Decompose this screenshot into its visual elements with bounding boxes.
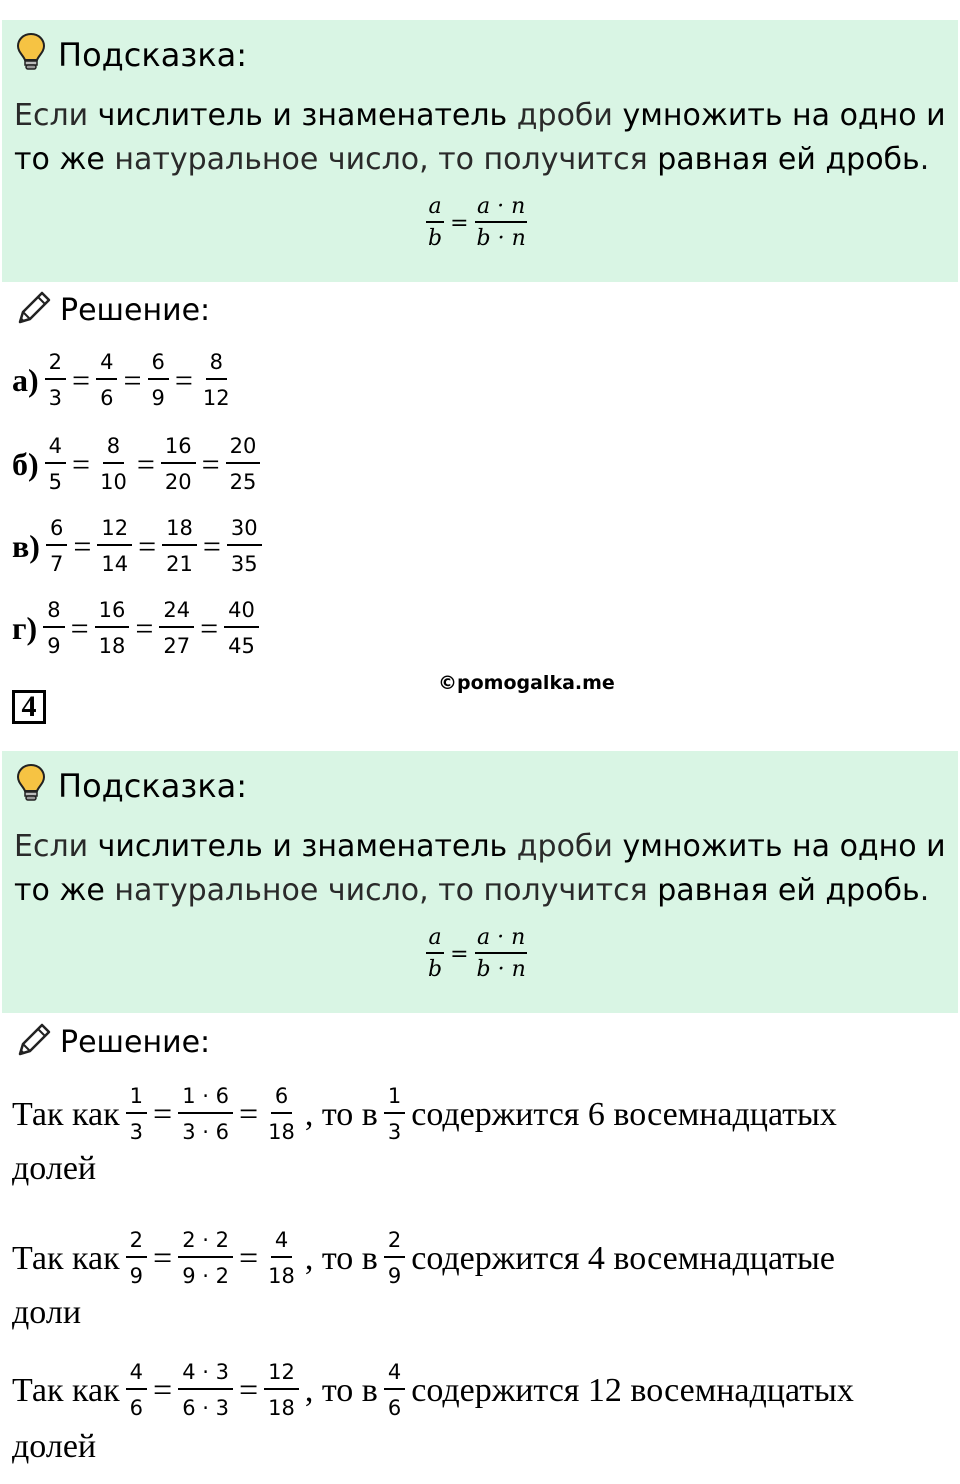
hint-formula: $\frac{a}{b}$ = $\frac{a \cdot n}{b \cdot n}$	[428, 194, 526, 251]
solution-line-continuation: долей	[12, 1150, 97, 1187]
task-number: 4	[12, 690, 46, 724]
solution-line	[12, 1086, 843, 1143]
fraction: $\frac{6}{9}$	[148, 352, 169, 409]
solution-text: Так как	[12, 1095, 120, 1133]
solution-line-continuation: доли	[12, 1294, 82, 1331]
equals-sign: =	[72, 362, 91, 398]
hint-title: Подсказка:	[58, 35, 248, 74]
fraction: $\frac{6}{7}$	[46, 518, 67, 575]
fraction: $\frac{4}{6}$	[126, 1362, 147, 1419]
fraction: $\frac{20}{25}$	[226, 436, 261, 493]
answer-row	[12, 600, 259, 657]
fraction: $\frac{8}{12}$	[202, 350, 230, 410]
fraction: $\frac{2}{3}$	[45, 352, 66, 409]
equals-sign: =	[72, 446, 91, 482]
fraction: $\frac{12}{18}$	[264, 1362, 299, 1419]
solution-line	[12, 1362, 860, 1419]
fraction: $\frac{4 \cdot 3}{6 \cdot 3}$	[178, 1362, 233, 1419]
hint-formula: $\frac{a}{b}$ = $\frac{a \cdot n}{b \cdot n}$	[428, 925, 526, 982]
equals-sign: =	[123, 362, 142, 398]
solution-title: Решение:	[60, 293, 211, 328]
answer-row	[12, 518, 262, 575]
solution-line	[12, 1230, 841, 1287]
equals-sign: =	[73, 528, 92, 564]
hint-header	[16, 763, 247, 808]
pencil-icon	[14, 1020, 54, 1065]
answer-row	[12, 352, 234, 409]
fraction: $\frac{2 \cdot 2}{9 \cdot 2}$	[178, 1230, 233, 1287]
solution-text: Так как	[12, 1371, 120, 1409]
hint-title: Подсказка:	[58, 766, 248, 805]
solution-text: , то в	[304, 1371, 378, 1409]
lightbulb-icon	[16, 763, 46, 808]
fraction: $\frac{30}{35}$	[227, 518, 262, 575]
equals-sign: =	[238, 1239, 259, 1277]
fraction: $\frac{1}{3}$	[126, 1086, 147, 1143]
fraction: $\frac{16}{20}$	[161, 436, 196, 493]
watermark: ©pomogalka.me	[438, 672, 615, 694]
solution-text: содержится 4 восемнадцатые	[411, 1239, 835, 1277]
solution-text: содержится 12 восемнадцатых	[411, 1371, 854, 1409]
hint-text: Если числитель и знаменатель дроби умножить на одно и то же натуральное число, то получится равная ей дробь.	[14, 829, 946, 908]
fraction: $\frac{4}{6}$	[384, 1362, 405, 1419]
solution-line-continuation: долей	[12, 1428, 97, 1465]
equals-sign: =	[70, 610, 89, 646]
answer-label: в)	[12, 528, 40, 564]
answer-label: б)	[12, 446, 39, 482]
fraction: $\frac{12}{14}$	[97, 518, 132, 575]
answer-label: г)	[12, 610, 38, 646]
equals-sign: =	[238, 1371, 259, 1409]
fraction: $\frac{1}{3}$	[384, 1086, 405, 1143]
fraction: $\frac{4}{5}$	[45, 436, 66, 493]
equals-sign: =	[201, 446, 220, 482]
equals-sign: =	[202, 528, 221, 564]
fraction: $\frac{4}{18}$	[268, 1228, 295, 1288]
equals-sign: =	[136, 446, 155, 482]
answer-label: а)	[12, 362, 39, 398]
pencil-icon	[14, 288, 54, 333]
hint-text: Если числитель и знаменатель дроби умножить на одно и то же натуральное число, то получится равная ей дробь.	[14, 98, 946, 177]
answer-row	[12, 436, 260, 493]
fraction: $\frac{16}{18}$	[95, 600, 130, 657]
solution-text: Так как	[12, 1239, 120, 1277]
lightbulb-icon	[16, 32, 46, 77]
solution-title: Решение:	[60, 1025, 211, 1060]
equals-sign: =	[200, 610, 219, 646]
equals-sign: =	[174, 362, 193, 398]
equals-sign: =	[153, 1095, 173, 1133]
solution-text: , то в	[304, 1095, 378, 1133]
fraction: $\frac{1 \cdot 6}{3 \cdot 6}$	[178, 1086, 233, 1143]
fraction: $\frac{2}{9}$	[126, 1230, 147, 1287]
hint-header	[16, 32, 247, 77]
fraction: $\frac{18}{21}$	[162, 518, 197, 575]
equals-sign: =	[138, 528, 157, 564]
fraction: $\frac{2}{9}$	[384, 1230, 405, 1287]
solution-text: , то в	[304, 1239, 378, 1277]
fraction: $\frac{8}{9}$	[43, 600, 64, 657]
fraction: $\frac{4}{6}$	[96, 352, 117, 409]
solution-header	[14, 288, 210, 333]
equals-sign: =	[153, 1239, 173, 1277]
solution-header	[14, 1020, 210, 1065]
equals-sign: =	[153, 1371, 173, 1409]
equals-sign: =	[135, 610, 154, 646]
hint-box	[2, 20, 958, 282]
fraction: $\frac{24}{27}$	[159, 600, 194, 657]
solution-text: содержится 6 восемнадцатых	[411, 1095, 837, 1133]
equals-sign: =	[238, 1095, 259, 1133]
fraction: $\frac{6}{18}$	[268, 1084, 295, 1144]
fraction: $\frac{8}{10}$	[100, 434, 127, 494]
hint-box	[2, 751, 958, 1013]
fraction: $\frac{40}{45}$	[224, 600, 259, 657]
